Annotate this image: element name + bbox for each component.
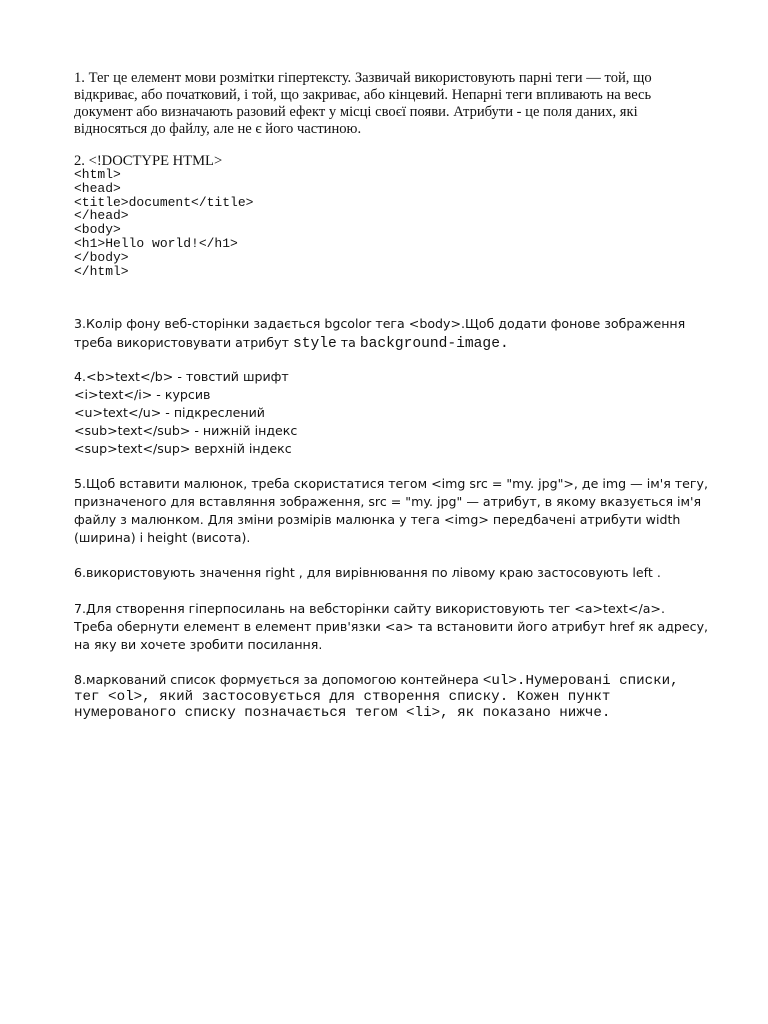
paragraph-7-line: на яку ви хочете зробити посилання. bbox=[74, 637, 323, 652]
paragraph-8-line: нумерованого списку позначається тегом <li>, як показано нижче. bbox=[74, 705, 611, 721]
code-line: <h1>Hello world!</h1> bbox=[74, 235, 238, 251]
paragraph-7-line: Треба обернути елемент в елемент прив'язки <a> та встановити його атрибут href як адресу, bbox=[74, 619, 709, 634]
paragraph-7 bbox=[74, 600, 709, 654]
paragraph-3-text: треба використовувати атрибут bbox=[74, 335, 293, 350]
paragraph-5 bbox=[74, 475, 708, 547]
doctype-heading: 2. <!DOCTYPE HTML> bbox=[74, 153, 223, 169]
paragraph-3-line bbox=[74, 333, 694, 354]
paragraph-6 bbox=[74, 564, 694, 582]
tag-list-item: <i>text</i> - курсив bbox=[74, 387, 211, 402]
html-code-block bbox=[74, 168, 694, 278]
code-line: </html> bbox=[74, 263, 129, 279]
paragraph-8-line bbox=[74, 671, 694, 689]
paragraph-3 bbox=[74, 314, 694, 354]
paragraph-1 bbox=[74, 70, 694, 138]
background-image-code: background-image. bbox=[359, 336, 509, 352]
code-line: </body> bbox=[74, 249, 129, 265]
tag-list-item: 4.<b>text</b> - товстий шрифт bbox=[74, 369, 289, 384]
paragraph-5-line: (ширина) і height (висота). bbox=[74, 530, 251, 545]
paragraph-4 bbox=[74, 368, 694, 458]
paragraph-8 bbox=[74, 671, 694, 721]
code-line: <title>document</title> bbox=[74, 194, 254, 210]
paragraph-1-line: 1. Тег це елемент мови розмітки гіпертексту. Зазвичай використовують парні теги — той, що bbox=[74, 70, 652, 86]
paragraph-7-line: 7.Для створення гіперпосилань на вебсторінки сайту використовують тег <a>text</a>. bbox=[74, 601, 665, 616]
paragraph-5-line: призначеного для вставляння зображення, src = "my. jpg" — атрибут, в якому вказується ім'я bbox=[74, 494, 702, 509]
code-line: <body> bbox=[74, 222, 121, 238]
paragraph-1-line: відкриває, або початковий, і той, що закриває, або кінцевий. Непарні теги впливають на весь bbox=[74, 87, 652, 103]
paragraph-5-line: файлу з малюнком. Для зміни розмірів малюнка у тега <img> передбачені атрибути width bbox=[74, 512, 681, 527]
paragraph-8-code: <ul>.Нумеровані списки, bbox=[482, 673, 679, 689]
code-line: </head> bbox=[74, 208, 129, 224]
paragraph-6-line: 6.використовують значення right , для вирівнювання по лівому краю застосовують left . bbox=[74, 565, 661, 580]
code-line: <html> bbox=[74, 167, 121, 182]
code-line: <head> bbox=[74, 180, 121, 196]
paragraph-3-text: та bbox=[336, 335, 360, 350]
paragraph-1-line: документ або визначають разовий ефект у місці своєї появи. Атрибути - це поля даних, які bbox=[74, 104, 638, 120]
tag-list-item: <sub>text</sub> - нижній індекс bbox=[74, 423, 298, 438]
tag-list-item: <u>text</u> - підкреслений bbox=[74, 405, 265, 420]
paragraph-8-line: тег <ol>, який застосовується для створення списку. Кожен пункт bbox=[74, 689, 611, 705]
paragraph-1-line: відносяться до файлу, але не є його частиною. bbox=[74, 121, 362, 137]
tag-list-item: <sup>text</sup> верхній індекс bbox=[74, 441, 292, 456]
paragraph-8-text: 8.маркований список формується за допомогою контейнера bbox=[74, 672, 483, 687]
paragraph-3-line: 3.Колір фону веб-сторінки задається bgcolor тега <body>.Щоб додати фонове зображення bbox=[74, 316, 686, 331]
paragraph-5-line: 5.Щоб вставити малюнок, треба скористатися тегом <img src = "my. jpg">, де img — ім'я тегу, bbox=[74, 476, 708, 491]
style-code: style bbox=[292, 336, 337, 352]
